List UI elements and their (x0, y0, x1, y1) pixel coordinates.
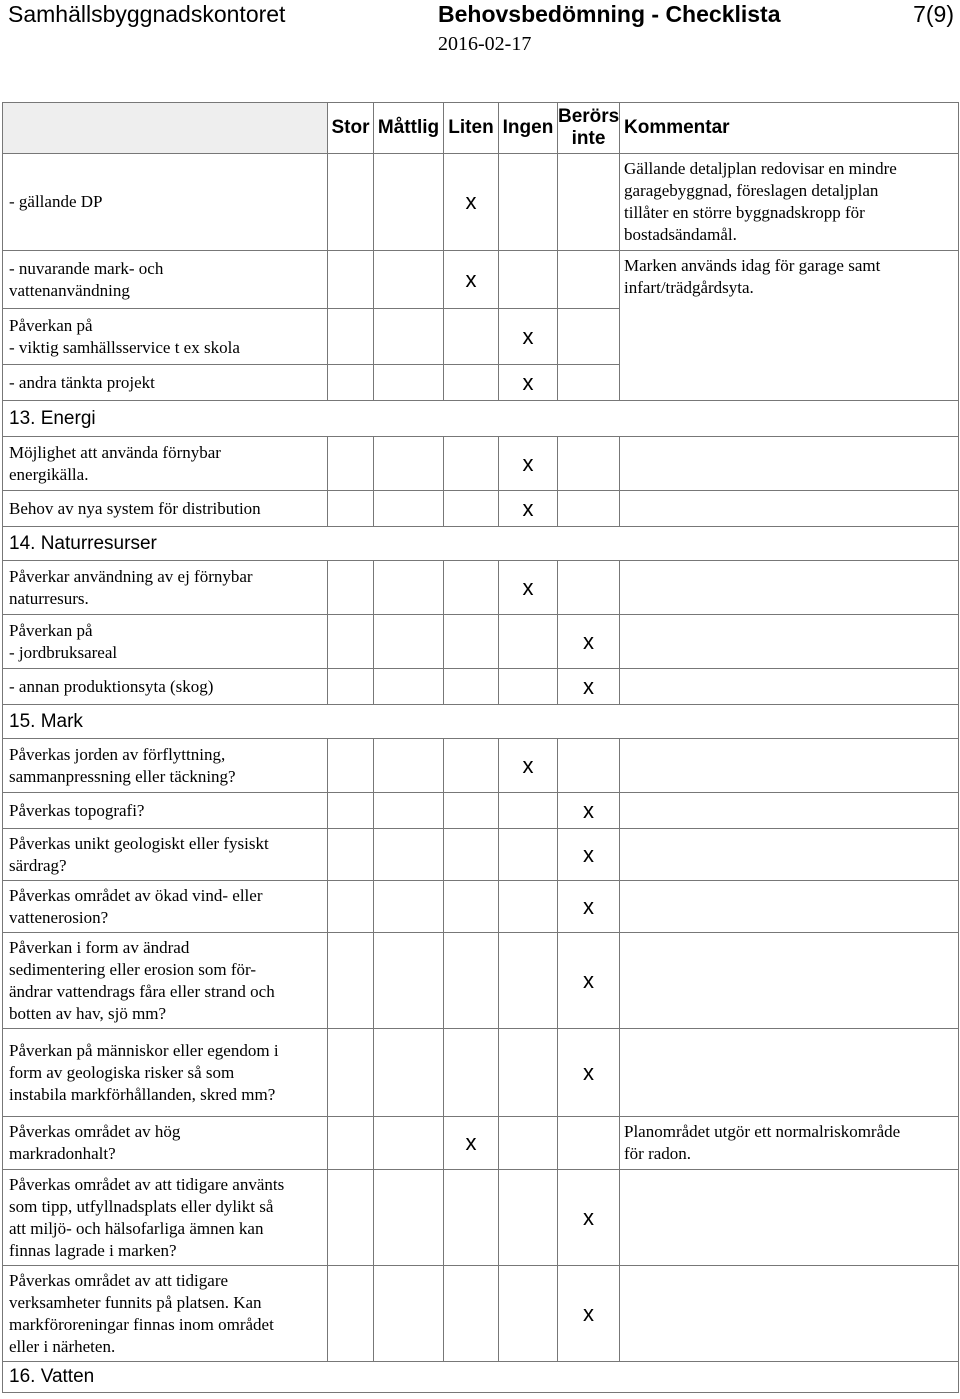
assessment-cell (374, 881, 444, 933)
comment-cell-empty (620, 669, 959, 705)
header-office: Samhällsbyggnadskontoret (8, 1, 286, 27)
assessment-cell (374, 309, 444, 365)
assessment-mark: x (499, 561, 558, 615)
question-label: Påverkan på - viktig samhällsservice t ex skola (3, 309, 328, 365)
assessment-mark: x (558, 1029, 620, 1117)
question-label: Påverkas området av ökad vind- eller vattenerosion? (3, 881, 328, 933)
assessment-cell (328, 154, 374, 251)
assessment-cell (558, 309, 620, 365)
checklist-row (3, 561, 959, 615)
question-label: Påverkas topografi? (3, 793, 328, 829)
checklist-row (3, 251, 959, 309)
page-number: 7(9) (913, 1, 954, 27)
question-label: - nuvarande mark- och vattenanvändning (3, 251, 328, 309)
assessment-mark: x (499, 739, 558, 793)
assessment-cell (328, 669, 374, 705)
assessment-cell (444, 491, 499, 527)
comment-cell: Gällande detaljplan redovisar en mindre garagebyggnad, föreslagen detaljplan tillåter en större byggnadskropp för bostadsändamål. (620, 154, 959, 251)
assessment-cell (499, 251, 558, 309)
assessment-cell (499, 1170, 558, 1266)
question-label: Påverkas unikt geologiskt eller fysiskt särdrag? (3, 829, 328, 881)
assessment-cell (328, 881, 374, 933)
checklist-row (3, 881, 959, 933)
assessment-mark: x (558, 881, 620, 933)
assessment-cell (374, 793, 444, 829)
col-berors-inte: Berörs inte (558, 103, 620, 154)
assessment-cell (374, 561, 444, 615)
assessment-cell (328, 829, 374, 881)
question-label: Påverkan på - jordbruksareal (3, 615, 328, 669)
comment-cell-empty (620, 437, 959, 491)
checklist-row (3, 491, 959, 527)
assessment-cell (499, 669, 558, 705)
assessment-mark: x (558, 829, 620, 881)
checklist-row (3, 615, 959, 669)
question-label: - gällande DP (3, 154, 328, 251)
col-mattlig: Måttlig (374, 103, 444, 154)
assessment-cell (374, 1029, 444, 1117)
assessment-cell (328, 739, 374, 793)
assessment-cell (328, 1266, 374, 1362)
assessment-cell (444, 1266, 499, 1362)
question-label: Påverkan på människor eller egendom i form av geologiska risker så som instabila markförhållanden, skred mm? (3, 1029, 328, 1117)
assessment-cell (328, 561, 374, 615)
checklist-row (3, 1029, 959, 1117)
comment-cell-empty (620, 615, 959, 669)
comment-cell-empty (620, 561, 959, 615)
col-stor: Stor (328, 103, 374, 154)
assessment-cell (444, 829, 499, 881)
comment-cell: Marken används idag för garage samt infart/trädgårdsyta. (620, 251, 959, 401)
checklist-row (3, 437, 959, 491)
assessment-cell (444, 561, 499, 615)
section-row (3, 705, 959, 739)
assessment-cell (558, 251, 620, 309)
assessment-mark: x (558, 933, 620, 1029)
assessment-cell (444, 793, 499, 829)
assessment-cell (374, 154, 444, 251)
header-blank-cell (3, 103, 328, 154)
assessment-cell (444, 365, 499, 401)
assessment-cell (444, 739, 499, 793)
assessment-mark: x (444, 154, 499, 251)
checklist-row (3, 669, 959, 705)
assessment-cell (328, 437, 374, 491)
assessment-cell (499, 1029, 558, 1117)
assessment-cell (444, 933, 499, 1029)
assessment-mark: x (499, 365, 558, 401)
assessment-cell (558, 491, 620, 527)
comment-cell-empty (620, 1170, 959, 1266)
column-header-row (3, 103, 959, 154)
assessment-cell (499, 829, 558, 881)
checklist-row (3, 793, 959, 829)
comment-cell-empty (620, 739, 959, 793)
assessment-cell (444, 881, 499, 933)
assessment-cell (328, 309, 374, 365)
assessment-cell (374, 251, 444, 309)
section-row (3, 1362, 959, 1393)
document-title: Behovsbedömning - Checklista (438, 1, 781, 27)
checklist-table (2, 102, 959, 1393)
col-kommentar: Kommentar (620, 103, 959, 154)
assessment-cell (444, 669, 499, 705)
section-heading: 13. Energi (3, 401, 959, 437)
section-heading: 14. Naturresurser (3, 527, 959, 561)
assessment-cell (444, 1170, 499, 1266)
checklist-row (3, 1266, 959, 1362)
question-label: Påverkan i form av ändrad sedimentering eller erosion som för- ändrar vattendrags fåra eller strand och botten av hav, sjö mm? (3, 933, 328, 1029)
assessment-cell (374, 669, 444, 705)
assessment-cell (558, 561, 620, 615)
assessment-cell (374, 365, 444, 401)
col-ingen: Ingen (499, 103, 558, 154)
assessment-mark: x (444, 251, 499, 309)
comment-cell-empty (620, 829, 959, 881)
assessment-cell (499, 154, 558, 251)
question-label: Påverkas området av hög markradonhalt? (3, 1117, 328, 1170)
checklist-row (3, 1117, 959, 1170)
assessment-mark: x (558, 1266, 620, 1362)
comment-cell-empty (620, 793, 959, 829)
assessment-mark: x (558, 615, 620, 669)
question-label: Påverkar användning av ej förnybar naturresurs. (3, 561, 328, 615)
comment-cell-empty (620, 933, 959, 1029)
checklist-row (3, 1170, 959, 1266)
question-label: Möjlighet att använda förnybar energikälla. (3, 437, 328, 491)
assessment-cell (374, 933, 444, 1029)
question-label: - andra tänkta projekt (3, 365, 328, 401)
question-label: - annan produktionsyta (skog) (3, 669, 328, 705)
question-label: Påverkas området av att tidigare verksamheter funnits på platsen. Kan markföroreningar finnas inom området eller i närheten. (3, 1266, 328, 1362)
assessment-mark: x (499, 309, 558, 365)
assessment-mark: x (444, 1117, 499, 1170)
assessment-cell (499, 793, 558, 829)
comment-cell-empty (620, 491, 959, 527)
assessment-cell (499, 933, 558, 1029)
col-liten: Liten (444, 103, 499, 154)
section-row (3, 527, 959, 561)
assessment-cell (444, 1029, 499, 1117)
assessment-cell (328, 1117, 374, 1170)
document-date: 2016-02-17 (438, 33, 532, 55)
assessment-cell (374, 829, 444, 881)
assessment-cell (328, 793, 374, 829)
assessment-mark: x (558, 669, 620, 705)
assessment-cell (558, 1117, 620, 1170)
assessment-cell (328, 491, 374, 527)
checklist-row (3, 829, 959, 881)
assessment-mark: x (499, 491, 558, 527)
assessment-cell (374, 1117, 444, 1170)
assessment-cell (328, 365, 374, 401)
assessment-cell (374, 491, 444, 527)
section-row (3, 401, 959, 437)
assessment-cell (499, 881, 558, 933)
assessment-cell (444, 437, 499, 491)
section-heading: 16. Vatten (3, 1362, 959, 1393)
comment-cell-empty (620, 1266, 959, 1362)
assessment-cell (328, 933, 374, 1029)
assessment-cell (558, 739, 620, 793)
question-label: Påverkas jorden av förflyttning, sammanpressning eller täckning? (3, 739, 328, 793)
assessment-cell (499, 615, 558, 669)
assessment-cell (374, 739, 444, 793)
assessment-mark: x (558, 1170, 620, 1266)
comment-cell: Planområdet utgör ett normalriskområde för radon. (620, 1117, 959, 1170)
assessment-mark: x (499, 437, 558, 491)
assessment-cell (558, 437, 620, 491)
comment-cell-empty (620, 1029, 959, 1117)
assessment-mark: x (558, 793, 620, 829)
assessment-cell (558, 365, 620, 401)
assessment-cell (374, 1266, 444, 1362)
assessment-cell (328, 1029, 374, 1117)
section-heading: 15. Mark (3, 705, 959, 739)
assessment-cell (558, 154, 620, 251)
assessment-cell (374, 1170, 444, 1266)
checklist-row (3, 739, 959, 793)
assessment-cell (374, 615, 444, 669)
assessment-cell (444, 615, 499, 669)
checklist-row (3, 154, 959, 251)
comment-cell-empty (620, 881, 959, 933)
assessment-cell (328, 251, 374, 309)
assessment-cell (499, 1266, 558, 1362)
checklist-row (3, 933, 959, 1029)
assessment-cell (328, 1170, 374, 1266)
assessment-cell (328, 615, 374, 669)
question-label: Påverkas området av att tidigare använts som tipp, utfyllnadsplats eller dylikt så att miljö- och hälsofarliga ämnen kan finnas lagrade i marken? (3, 1170, 328, 1266)
question-label: Behov av nya system för distribution (3, 491, 328, 527)
assessment-cell (374, 437, 444, 491)
assessment-cell (444, 309, 499, 365)
assessment-cell (499, 1117, 558, 1170)
